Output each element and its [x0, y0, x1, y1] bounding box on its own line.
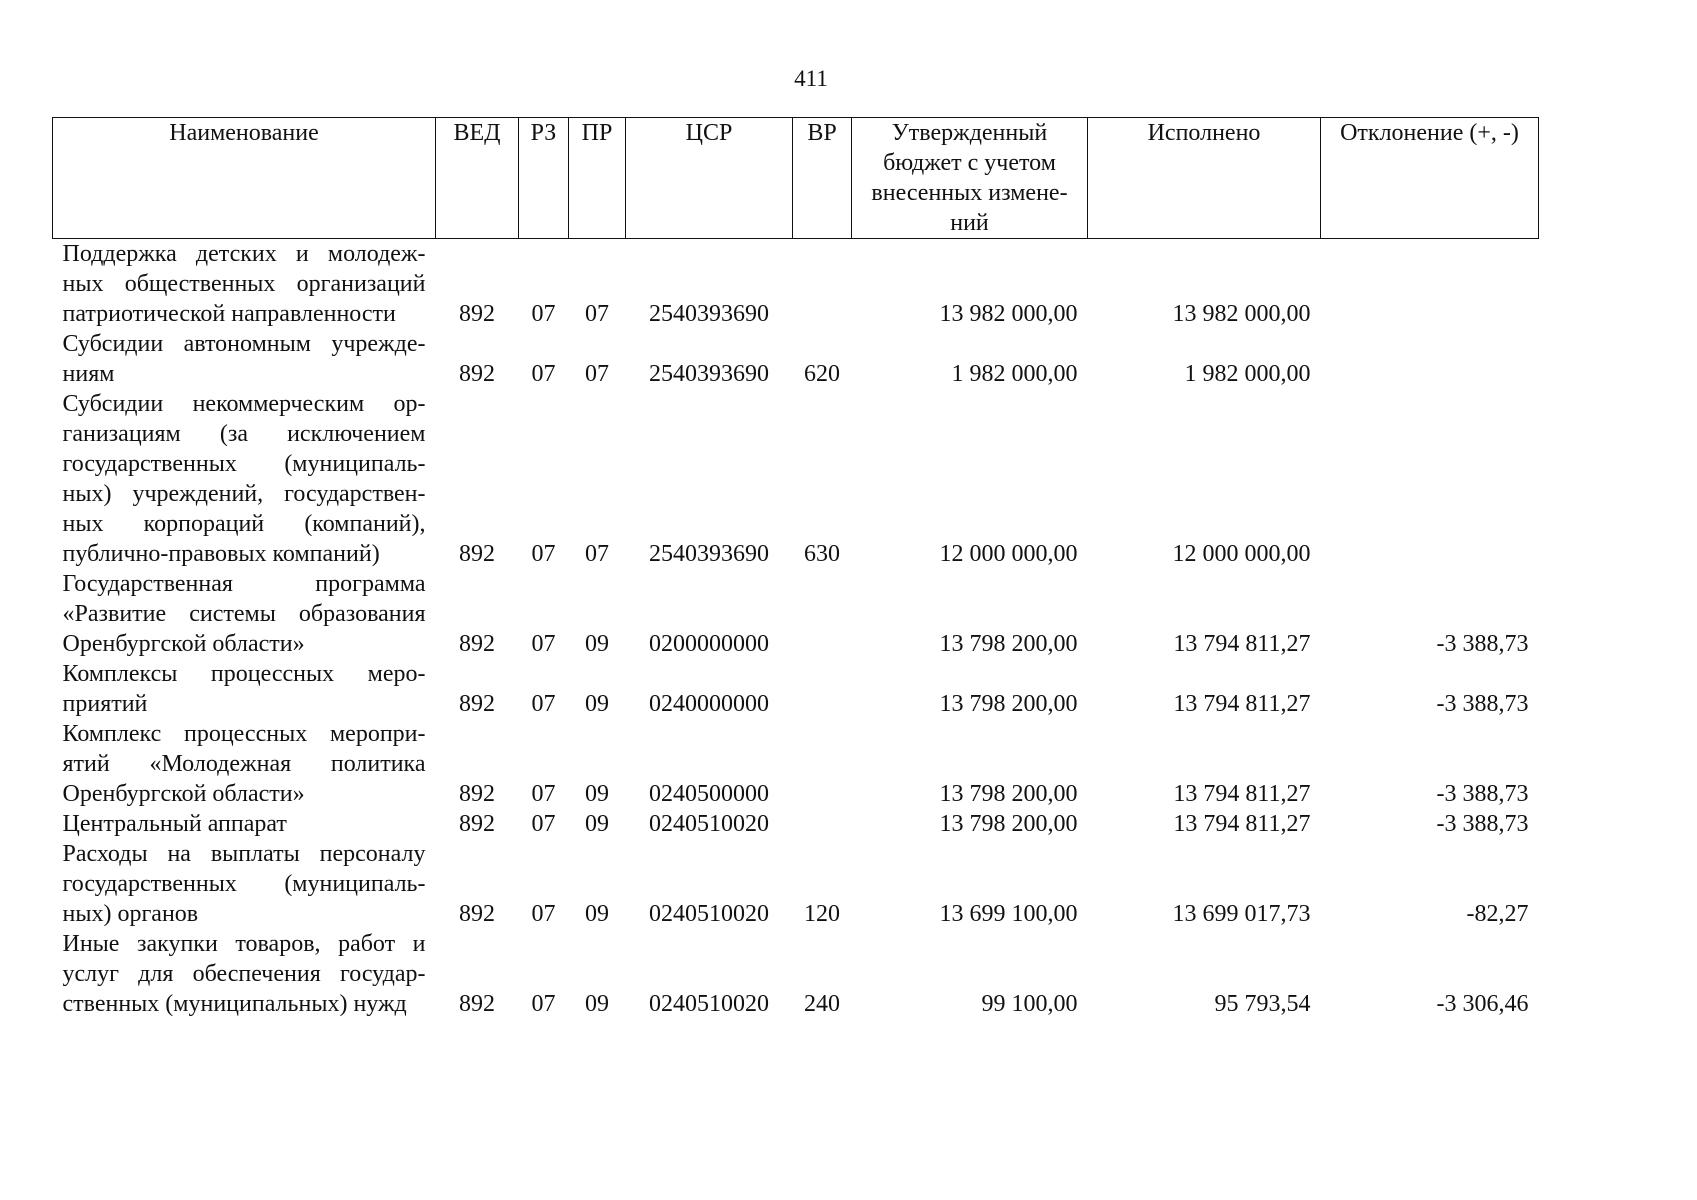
col-header-vr: ВР	[793, 118, 852, 239]
row-budget: 13 798 200,00	[939, 691, 1078, 717]
row-deviation: -82,27	[1466, 901, 1529, 927]
row-budget: 13 699 100,00	[939, 901, 1078, 927]
row-csr: 0240000000	[649, 691, 769, 717]
row-csr: 0240500000	[649, 781, 769, 807]
row-ved: 892	[459, 691, 495, 717]
row-ved: 892	[459, 811, 495, 837]
row-rz: 07	[531, 361, 556, 387]
table-row	[53, 809, 1539, 839]
row-ved: 892	[459, 361, 495, 387]
row-csr: 0240510020	[649, 811, 769, 837]
row-budget: 13 798 200,00	[939, 631, 1078, 657]
row-executed: 13 794 811,27	[1173, 811, 1311, 837]
row-executed: 13 794 811,27	[1173, 691, 1311, 717]
row-rz: 07	[531, 811, 556, 837]
row-executed: 1 982 000,00	[1184, 361, 1311, 387]
row-vr: 120	[804, 901, 840, 927]
row-name: Расходы на выплаты персоналу государственных (муниципаль-ных) органов	[62, 841, 426, 927]
row-deviation	[1321, 389, 1539, 569]
col-header-rz: РЗ	[519, 118, 569, 239]
row-ved: 892	[459, 901, 495, 927]
row-executed: 13 794 811,27	[1173, 781, 1311, 807]
row-rz: 07	[531, 901, 556, 927]
row-ved: 892	[459, 631, 495, 657]
row-deviation: -3 388,73	[1436, 811, 1529, 837]
row-name: Субсидии некоммерческим ор-ганизациям (за исключением государственных (муниципаль-ных) учреждений, государствен-ных корпораций (компаний), публично-правовых компаний)	[62, 391, 426, 567]
row-vr	[793, 719, 852, 809]
row-name: Иные закупки товаров, работ и услуг для обеспечения государ-ственных (муниципальных) нужд	[62, 931, 426, 1017]
page-number: 411	[794, 66, 828, 91]
row-deviation: -3 306,46	[1436, 991, 1529, 1017]
col-header-executed: Исполнено	[1088, 118, 1321, 239]
row-name: Государственная программа «Развитие системы образования Оренбургской области»	[62, 571, 426, 657]
row-executed: 95 793,54	[1214, 991, 1311, 1017]
row-pr: 07	[585, 301, 609, 327]
row-budget: 99 100,00	[981, 991, 1078, 1017]
row-pr: 07	[585, 361, 609, 387]
row-rz: 07	[531, 781, 556, 807]
row-pr: 07	[585, 541, 609, 567]
row-vr	[793, 239, 852, 330]
row-name: Субсидии автономным учрежде-ниям	[62, 331, 426, 387]
row-executed: 13 982 000,00	[1172, 301, 1311, 327]
row-name: Центральный аппарат	[62, 811, 287, 837]
table-row	[53, 329, 1539, 389]
row-ved: 892	[459, 781, 495, 807]
row-budget: 12 000 000,00	[939, 541, 1078, 567]
row-vr: 240	[804, 991, 840, 1017]
budget-table	[52, 117, 1539, 1019]
row-rz: 07	[531, 691, 556, 717]
row-vr: 630	[804, 541, 840, 567]
row-csr: 0200000000	[649, 631, 769, 657]
table-row	[53, 659, 1539, 719]
row-deviation: -3 388,73	[1436, 691, 1529, 717]
row-vr	[793, 569, 852, 659]
row-deviation: -3 388,73	[1436, 781, 1529, 807]
table-row	[53, 389, 1539, 569]
row-pr: 09	[585, 781, 609, 807]
row-budget: 13 798 200,00	[939, 781, 1078, 807]
row-ved: 892	[459, 541, 495, 567]
row-pr: 09	[585, 631, 609, 657]
col-header-pr: ПР	[569, 118, 626, 239]
row-rz: 07	[531, 301, 556, 327]
row-pr: 09	[585, 811, 609, 837]
row-executed: 13 699 017,73	[1172, 901, 1311, 927]
row-ved: 892	[459, 991, 495, 1017]
col-header-deviation: Отклонение (+, -)	[1321, 118, 1539, 239]
table-row	[53, 239, 1539, 330]
row-name: Поддержка детских и молодеж-ных общественных организаций патриотической направленности	[62, 241, 426, 327]
row-vr: 620	[804, 361, 840, 387]
row-pr: 09	[585, 691, 609, 717]
row-rz: 07	[531, 541, 556, 567]
row-deviation	[1321, 239, 1539, 330]
col-header-ved: ВЕД	[436, 118, 519, 239]
table-row	[53, 839, 1539, 929]
row-deviation: -3 388,73	[1436, 631, 1529, 657]
row-budget: 1 982 000,00	[951, 361, 1078, 387]
header-row	[53, 118, 1539, 239]
row-executed: 12 000 000,00	[1172, 541, 1311, 567]
col-header-budget: Утвержденный бюджет с учетом внесенных измене-ний	[852, 118, 1088, 239]
table-row	[53, 569, 1539, 659]
row-budget: 13 982 000,00	[939, 301, 1078, 327]
row-rz: 07	[531, 631, 556, 657]
row-csr: 2540393690	[649, 301, 769, 327]
row-pr: 09	[585, 901, 609, 927]
row-vr	[793, 809, 852, 839]
row-csr: 0240510020	[649, 991, 769, 1017]
row-name: Комплексы процессных меро-приятий	[62, 661, 426, 717]
row-budget: 13 798 200,00	[939, 811, 1078, 837]
row-csr: 0240510020	[649, 901, 769, 927]
table-row	[53, 719, 1539, 809]
row-executed: 13 794 811,27	[1173, 631, 1311, 657]
row-name: Комплекс процессных меропри-ятий «Молодежная политика Оренбургской области»	[62, 721, 426, 807]
row-pr: 09	[585, 991, 609, 1017]
row-vr	[793, 659, 852, 719]
col-header-csr: ЦСР	[626, 118, 793, 239]
row-ved: 892	[459, 301, 495, 327]
row-deviation	[1321, 329, 1539, 389]
row-rz: 07	[531, 991, 556, 1017]
row-csr: 2540393690	[649, 361, 769, 387]
table-row	[53, 929, 1539, 1019]
col-header-name: Наименование	[53, 118, 436, 239]
row-csr: 2540393690	[649, 541, 769, 567]
